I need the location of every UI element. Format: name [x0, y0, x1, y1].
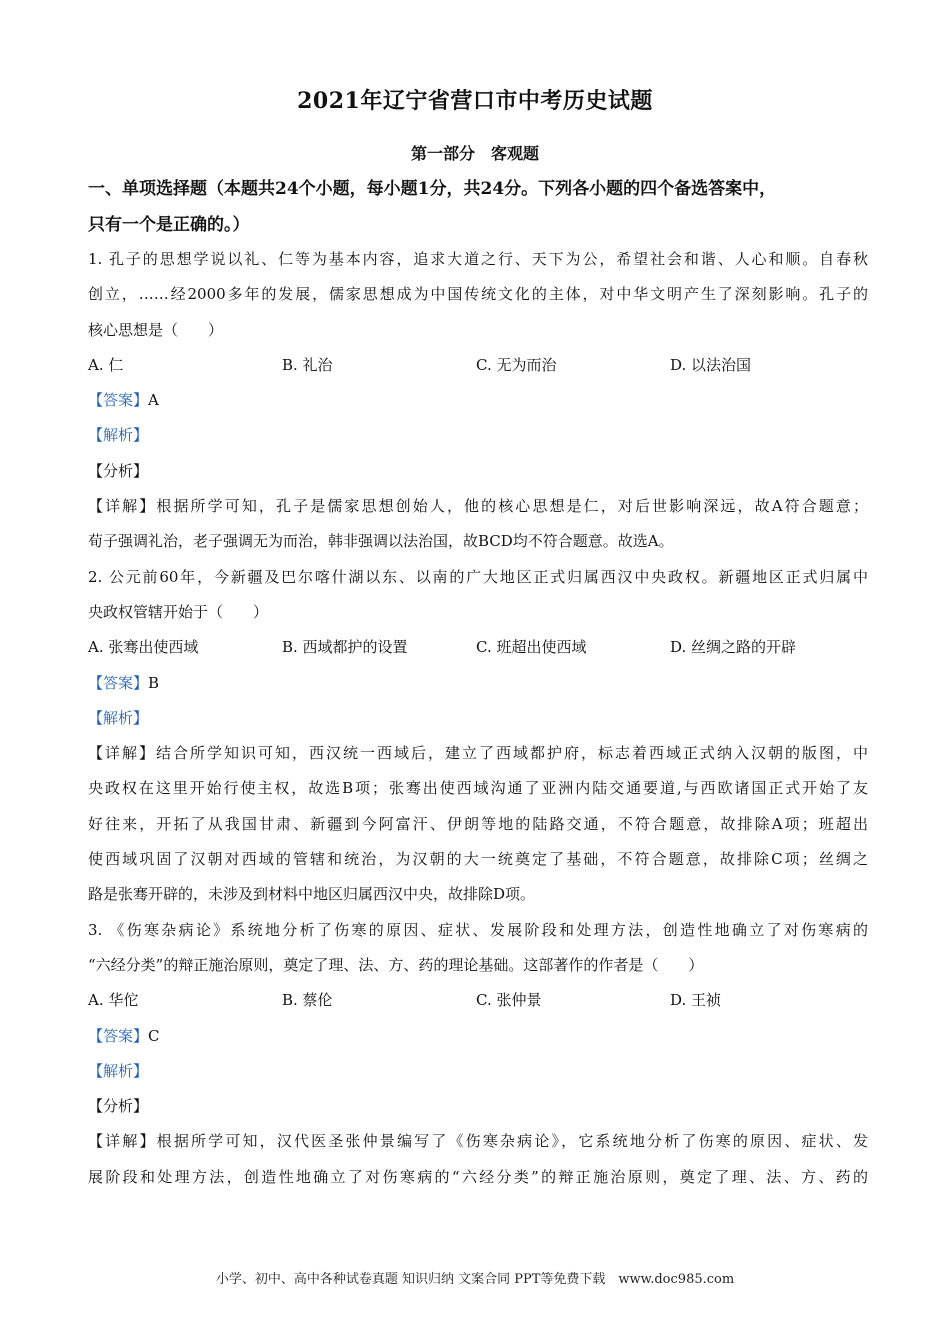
- fenxi-label: 【分析】: [88, 461, 149, 480]
- q2-analysis: [88, 701, 868, 736]
- q2-answer-value: B: [148, 673, 160, 692]
- q1-detail-line: 荀子强调礼治，老子强调无为而治，韩非强调以法治国，故BCD均不符合题意。故选A。: [88, 532, 674, 551]
- section-line: 一、单项选择题（本题共24个小题，每小题1分，共24分。下列各小题的四个备选答案中，: [88, 179, 777, 199]
- answer-label: 【答案】: [88, 391, 149, 410]
- detail-label: 【详解】: [88, 497, 157, 516]
- q3-fenxi: [88, 1089, 868, 1124]
- analysis-label: 【解析】: [88, 426, 149, 445]
- q3-detail-line: [88, 1124, 868, 1159]
- q3-option-b: B. 蔡伦: [282, 991, 333, 1010]
- detail-label: 【详解】: [88, 744, 156, 763]
- q2-stem-line: 2. 公元前60年，今新疆及巴尔喀什湖以东、以南的广大地区正式归属西汉中央政权。新疆地区正式归属中: [88, 567, 868, 586]
- q2-detail-line: 好往来，开拓了从我国甘肃、新疆到今阿富汗、伊朗等地的陆路交通，不符合题意，故排除A项；班超出: [88, 814, 868, 833]
- q2-detail-line: [88, 736, 868, 771]
- q3-option-a: A. 华佗: [88, 991, 139, 1010]
- q3-option-d: D. 王祯: [670, 991, 722, 1010]
- q1-detail-line: [88, 489, 868, 524]
- q2-detail-line: 央政权在这里开始行使主权，故选B项；张骞出使西域沟通了亚洲内陆交通要道,与西欧诸国正式开始了友: [88, 779, 868, 798]
- q2-option-d: D. 丝绸之路的开辟: [670, 638, 797, 657]
- q3-option-c: C. 张仲景: [476, 991, 542, 1010]
- analysis-label: 【解析】: [88, 708, 149, 727]
- q3-analysis: [88, 1054, 868, 1089]
- page-title: 2021年辽宁省营口市中考历史试题: [297, 88, 653, 114]
- fenxi-label: 【分析】: [88, 1097, 149, 1116]
- q3-answer-value: C: [148, 1026, 160, 1045]
- q1-option-c: C. 无为而治: [476, 355, 557, 374]
- q3-answer: [88, 1019, 868, 1054]
- section-line: 只有一个是正确的。）: [88, 215, 250, 235]
- q3-stem-line: 3. 《伤寒杂病论》系统地分析了伤寒的原因、症状、发展阶段和处理方法，创造性地确立了对伤寒病的: [88, 920, 868, 939]
- q3-detail-text: 根据所学可知，汉代医圣张仲景编写了《伤寒杂病论》，它系统地分析了伤寒的原因、症状、发: [156, 1132, 868, 1151]
- q3-options: [88, 983, 868, 1018]
- q1-stem-line: 核心思想是（ ）: [88, 320, 224, 339]
- q1-option-b: B. 礼治: [282, 355, 333, 374]
- q2-detail-line: 使西域巩固了汉朝对西域的管辖和统治，为汉朝的大一统奠定了基础，不符合题意，故排除C项；丝绸之: [88, 850, 868, 869]
- answer-label: 【答案】: [88, 673, 149, 692]
- detail-label: 【详解】: [88, 1132, 157, 1151]
- q2-answer: [88, 666, 868, 701]
- page-footer: 小学、初中、高中各种试卷真题 知识归纳 文案合同 PPT等免费下载 www.doc985.com: [215, 1272, 735, 1287]
- q2-option-b: B. 西域都护的设置: [282, 638, 408, 657]
- section-heading: [88, 171, 878, 243]
- q1-detail-text: 根据所学可知，孔子是儒家思想创始人，他的核心思想是仁，对后世影响深远，故A符合题意；: [156, 497, 868, 516]
- q2-options: [88, 630, 868, 665]
- q1-analysis: [88, 418, 868, 453]
- q3-detail-line: 展阶段和处理方法，创造性地确立了对伤寒病的“六经分类”的辩正施治原则，奠定了理、法、方、药的: [88, 1167, 868, 1186]
- q2-option-c: C. 班超出使西域: [476, 638, 587, 657]
- q1-answer-value: A: [148, 391, 159, 410]
- q2-detail-line: 路是张骞开辟的，未涉及到材料中地区归属西汉中央，故排除D项。: [88, 885, 536, 904]
- q2-option-a: A. 张骞出使西域: [88, 638, 199, 657]
- q3-stem-line: “六经分类”的辩正施治原则，奠定了理、法、方、药的理论基础。这部著作的作者是（ ）: [88, 955, 704, 974]
- analysis-label: 【解析】: [88, 1061, 149, 1080]
- q1-answer: [88, 383, 868, 418]
- q2-detail-text: 结合所学知识可知，西汉统一西域后，建立了西域都护府，标志着西域正式纳入汉朝的版图，中: [156, 744, 868, 763]
- q1-fenxi: [88, 454, 868, 489]
- q1-options: [88, 348, 868, 383]
- question-body: [88, 242, 868, 1195]
- q1-option-a: A. 仁: [88, 355, 124, 374]
- q1-option-d: D. 以法治国: [670, 355, 752, 374]
- answer-label: 【答案】: [88, 1026, 149, 1045]
- q1-stem-line: 1. 孔子的思想学说以礼、仁等为基本内容，追求大道之行、天下为公，希望社会和谐、人心和顺。自春秋: [88, 250, 868, 268]
- q2-stem-line: 央政权管辖开始于（ ）: [88, 602, 269, 621]
- part-heading: 第一部分 客观题: [410, 144, 539, 163]
- q1-stem-line: 创立，……经2000多年的发展，儒家思想成为中国传统文化的主体，对中华文明产生了深刻影响。孔子的: [88, 285, 868, 304]
